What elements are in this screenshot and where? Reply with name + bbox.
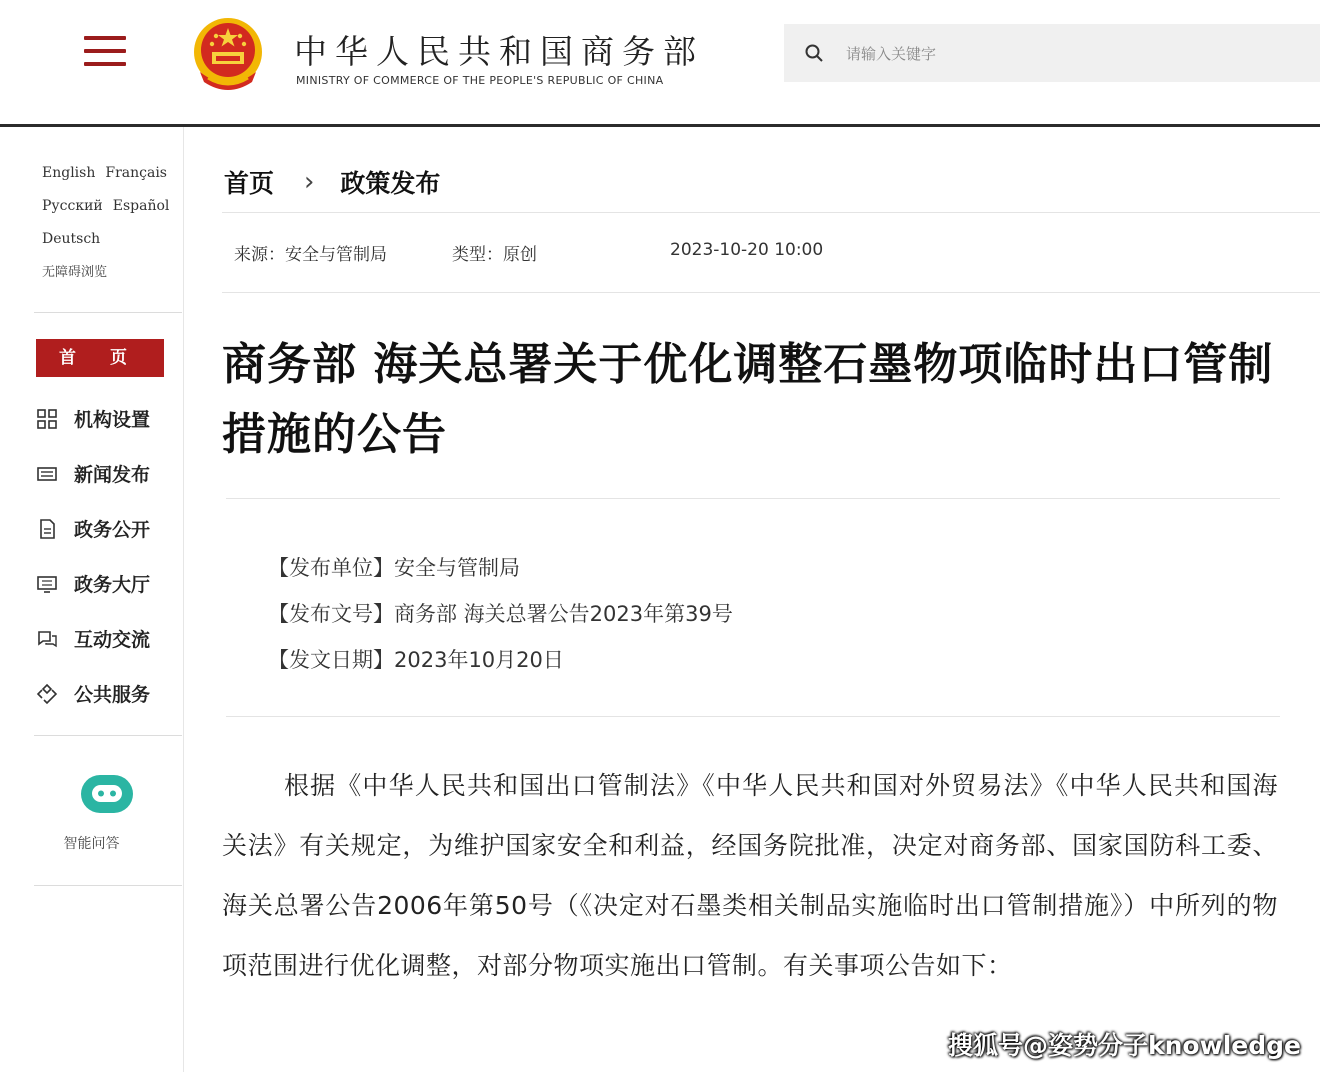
sidebar-item-interaction[interactable] [36, 611, 150, 666]
breadcrumb-home[interactable]: 首页 [224, 169, 275, 198]
article-title: 商务部 海关总署关于优化调整石墨物项临时出口管制措施的公告 [222, 339, 1274, 460]
sidebar-item-service-hall[interactable] [36, 556, 150, 611]
header-divider [0, 124, 1320, 127]
breadcrumb-divider [222, 212, 1320, 213]
title-divider [226, 498, 1280, 499]
monitor-icon [36, 573, 58, 595]
search-box[interactable] [784, 24, 1320, 82]
meta-divider [222, 292, 1320, 293]
breadcrumb [224, 164, 440, 200]
sidebar-item-label: 新闻发布 [74, 464, 151, 486]
menu-icon[interactable] [84, 36, 126, 70]
sidebar-item-organization[interactable] [36, 391, 150, 446]
chat-icon [36, 628, 58, 650]
search-input[interactable] [844, 38, 1288, 70]
meta-type: 类型：原创 [452, 245, 537, 265]
news-icon [36, 463, 58, 485]
sidebar-divider [34, 885, 182, 886]
sidebar-item-label: 公共服务 [74, 684, 151, 706]
sidebar-item-label: 政务大厅 [74, 574, 151, 596]
sidebar-item-public-service[interactable] [36, 666, 150, 721]
language-switcher [42, 157, 179, 289]
breadcrumb-current[interactable]: 政策发布 [340, 169, 441, 198]
robot-assistant-icon[interactable] [78, 771, 136, 817]
sidebar-item-label: 机构设置 [74, 409, 151, 431]
watermark: 搜狐号@姿势分子knowledge [948, 1031, 1301, 1060]
lang-german[interactable]: Deutsch [42, 231, 101, 247]
site-header [0, 0, 1320, 126]
sidebar-nav [36, 391, 150, 721]
accessibility-link[interactable]: 无障碍浏览 [42, 265, 108, 280]
sidebar-item-news[interactable] [36, 446, 150, 501]
article-info [268, 545, 733, 683]
lang-spanish[interactable]: Español [112, 198, 170, 214]
sidebar-divider [34, 735, 182, 736]
sidebar-divider [34, 312, 182, 313]
info-document-number: 【发布文号】商务部 海关总署公告2023年第39号 [268, 602, 733, 626]
article-body: 根据《中华人民共和国出口管制法》《中华人民共和国对外贸易法》《中华人民共和国海关法》有关规定，为维护国家安全和利益，经国务院批准，决定对商务部、国家国防科工委、海关总署公告2006年第50号（《决定对石墨类相关制品实施临时出口管制措施》）中所列的物项范围进行优化调整，对部分物项实施出口管制。有关事项公告如下： [222, 771, 1278, 980]
national-emblem-icon[interactable] [190, 14, 266, 96]
document-icon [36, 518, 58, 540]
search-icon[interactable] [804, 43, 824, 63]
lang-english[interactable]: English [42, 165, 96, 181]
grid-icon [36, 408, 58, 430]
sidebar-item-disclosure[interactable] [36, 501, 150, 556]
meta-datetime: 2023-10-20 10:00 [670, 240, 824, 260]
info-publisher: 【发布单位】安全与管制局 [268, 556, 520, 580]
info-issue-date: 【发文日期】2023年10月20日 [268, 648, 564, 672]
site-title[interactable]: 中华人民共和国商务部 [294, 32, 704, 71]
meta-source: 来源：安全与管制局 [234, 245, 387, 265]
sidebar-item-label: 互动交流 [74, 629, 151, 651]
sidebar-home-button[interactable]: 首 页 [36, 339, 164, 377]
lang-russian[interactable]: Русский [42, 198, 103, 214]
assistant-label[interactable]: 智能问答 [63, 836, 120, 852]
chevron-right-icon: › [304, 167, 315, 197]
site-subtitle: MINISTRY OF COMMERCE OF THE PEOPLE'S REPUBLIC OF CHINA [296, 74, 664, 87]
info-divider [226, 716, 1280, 717]
service-icon [36, 683, 58, 705]
lang-french[interactable]: Français [105, 165, 167, 181]
sidebar-item-label: 政务公开 [74, 519, 151, 541]
sidebar [0, 127, 184, 1072]
